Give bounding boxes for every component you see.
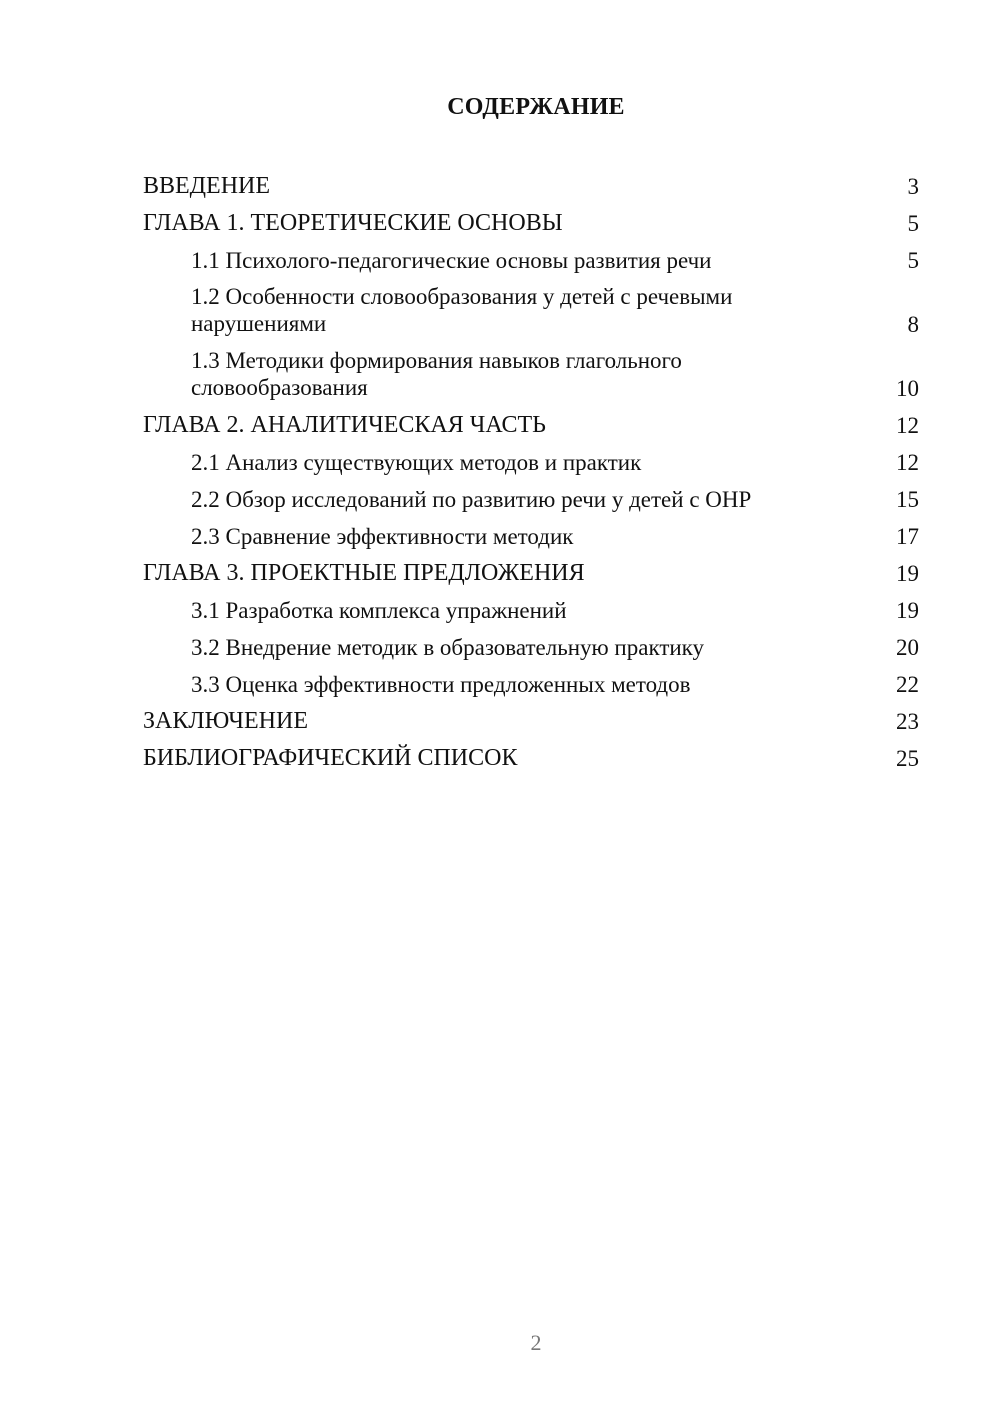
toc-entry <box>143 629 919 666</box>
toc-entry-label: 3.1 Разработка комплекса упражнений <box>191 598 567 623</box>
toc-entry <box>143 205 919 242</box>
toc-entry <box>143 168 919 205</box>
toc-entry-page: 19 <box>896 598 919 623</box>
toc-entry-page: 23 <box>896 709 919 734</box>
toc-entry-page: 22 <box>896 672 919 697</box>
toc-entry-label: 2.3 Сравнение эффективности методик <box>191 524 574 549</box>
toc-entry <box>143 444 919 481</box>
toc-entry <box>143 407 919 444</box>
toc-entry-label: БИБЛИОГРАФИЧЕСКИЙ СПИСОК <box>143 745 518 771</box>
toc-entry-label: 1.1 Психолого-педагогические основы развития речи <box>191 248 712 273</box>
toc-entry <box>143 242 919 279</box>
toc-entry <box>143 518 919 555</box>
toc-entry-page: 19 <box>896 561 919 586</box>
toc-entry-page: 5 <box>907 211 919 236</box>
toc-entry <box>143 555 919 592</box>
toc-entry <box>143 740 919 777</box>
toc-entry <box>143 666 919 703</box>
toc-entry <box>143 279 919 343</box>
toc-entry-page: 25 <box>896 746 919 771</box>
toc-entry-label: 3.2 Внедрение методик в образовательную практику <box>191 635 705 660</box>
toc-title: СОДЕРЖАНИЕ <box>447 94 625 120</box>
toc-entry-page: 17 <box>896 524 919 549</box>
toc-entry-label: 2.2 Обзор исследований по развитию речи у детей с ОНР <box>191 487 752 512</box>
toc-entry <box>143 481 919 518</box>
toc-entry-page: 12 <box>896 450 919 475</box>
page-number: 2 <box>530 1330 542 1355</box>
toc-entry-page: 5 <box>907 248 919 273</box>
toc-entry-label: ГЛАВА 1. ТЕОРЕТИЧЕСКИЕ ОСНОВЫ <box>143 210 563 236</box>
toc-entry-page: 15 <box>896 487 919 512</box>
toc-entry-page: 3 <box>907 174 919 199</box>
toc-entry-label: ВВЕДЕНИЕ <box>143 173 271 199</box>
toc-entry-label: ЗАКЛЮЧЕНИЕ <box>143 708 308 734</box>
toc-entry-label: ГЛАВА 2. АНАЛИТИЧЕСКАЯ ЧАСТЬ <box>143 412 546 438</box>
table-of-contents <box>143 168 919 777</box>
toc-entry-label: ГЛАВА 3. ПРОЕКТНЫЕ ПРЕДЛОЖЕНИЯ <box>143 560 585 586</box>
toc-entry-page: 20 <box>896 635 919 660</box>
toc-entry-page: 8 <box>907 312 919 337</box>
toc-entry-label: 2.1 Анализ существующих методов и практик <box>191 450 642 475</box>
toc-entry-label: 3.3 Оценка эффективности предложенных методов <box>191 672 691 697</box>
toc-entry <box>143 343 919 407</box>
toc-entry-label: 1.3 Методики формирования навыков глагольного словообразования <box>191 348 682 400</box>
toc-entry-page: 10 <box>896 376 919 401</box>
toc-entry <box>143 703 919 740</box>
toc-entry-page: 12 <box>896 413 919 438</box>
toc-entry-label: 1.2 Особенности словообразования у детей с речевыми нарушениями <box>191 284 733 336</box>
toc-entry <box>143 592 919 629</box>
